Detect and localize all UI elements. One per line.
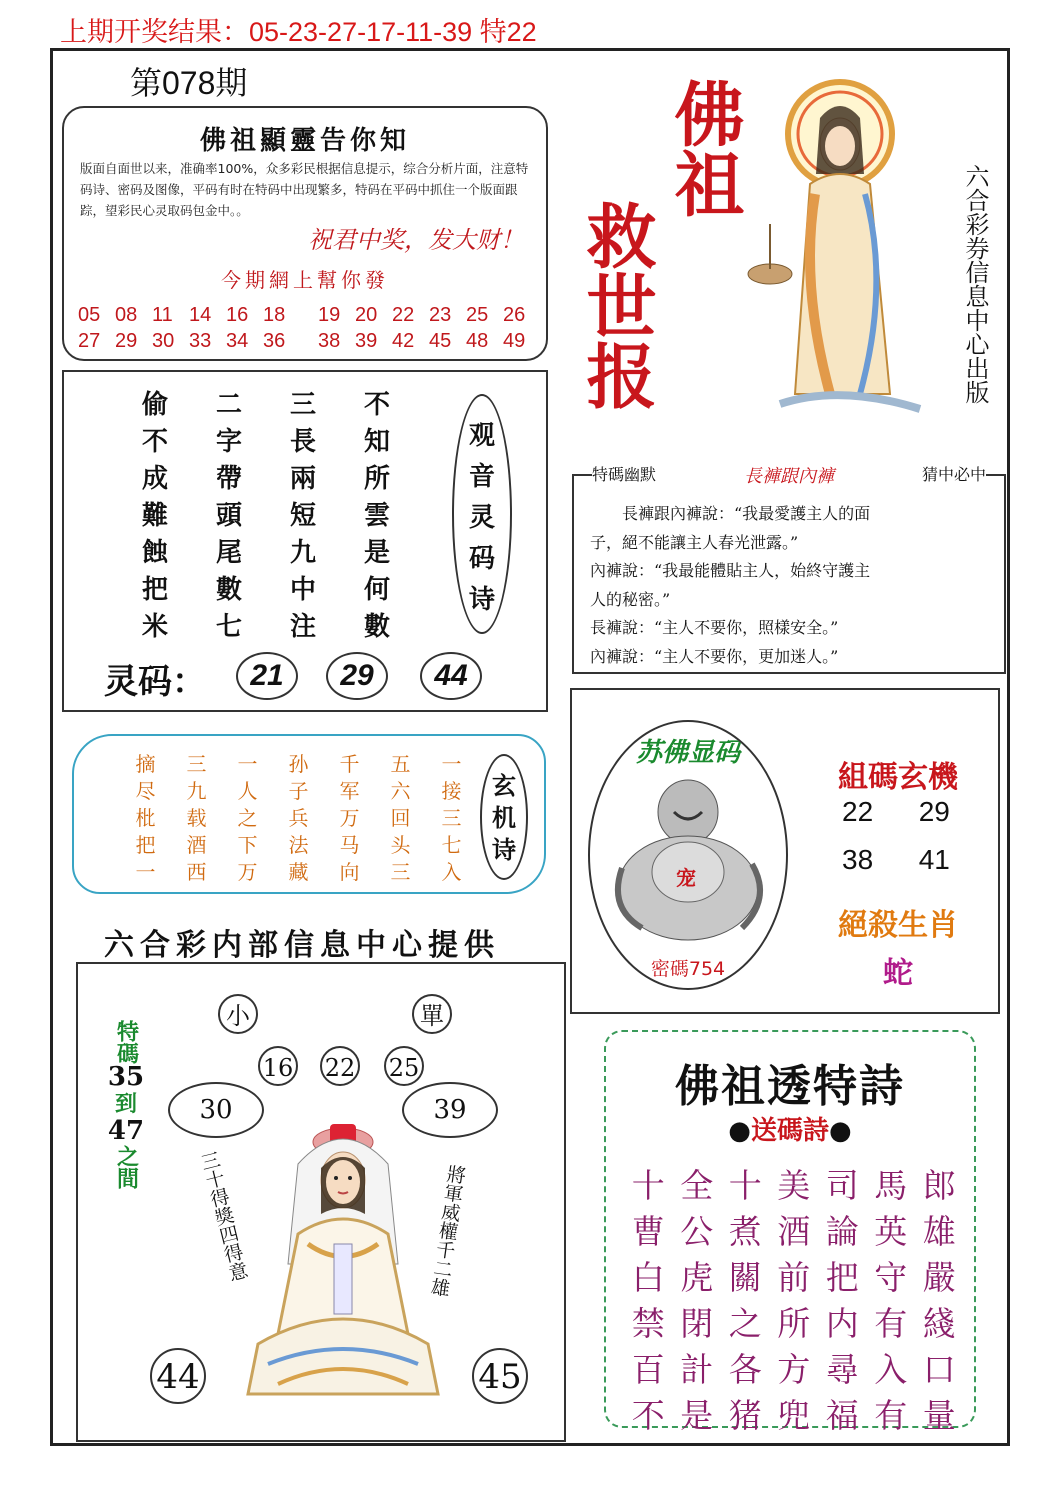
lingma-number: 29	[326, 652, 388, 700]
fozu-poem-char: 所	[777, 1304, 811, 1343]
fozu-poem-char: 郎	[922, 1166, 956, 1205]
fozu-poem-char: 白	[631, 1258, 665, 1297]
bottom-left-number: 44	[150, 1348, 206, 1404]
poem-char: 注	[289, 612, 316, 642]
poem-char: 九	[289, 538, 316, 568]
poem-char: 不	[363, 390, 390, 420]
xuanji-char: 回	[390, 806, 411, 830]
notice-subtitle: 今期網上幫你發	[221, 268, 389, 292]
fozu-poem-char: 方	[777, 1350, 811, 1389]
xuanji-char: 三	[186, 752, 207, 776]
left-vertical-verse: 三十得獎四得意	[196, 1149, 250, 1284]
num: 33	[189, 330, 212, 352]
xuanji-char: 马	[339, 833, 360, 857]
xuanji-char: 五	[390, 752, 411, 776]
lingma-number: 44	[420, 652, 482, 700]
fozu-poem-char: 關	[728, 1258, 762, 1297]
xuanji-char: 孙	[288, 752, 309, 776]
poem-side-title: 观 音 灵 码 诗	[468, 421, 495, 615]
top-number: 16	[258, 1046, 298, 1086]
xuanji-char: 七	[441, 833, 462, 857]
top-number: 22	[320, 1046, 360, 1086]
num: 22	[392, 304, 415, 326]
joke-header-right: 猜中必中	[921, 465, 986, 484]
xuanji-char: 头	[390, 833, 411, 857]
poem-char: 何	[363, 575, 390, 605]
xuanji-char: 藏	[288, 860, 309, 884]
poem-char: 尾	[215, 538, 242, 568]
fozu-poem-char: 猪	[728, 1396, 762, 1435]
joke-box	[572, 465, 1006, 674]
fozu-poem-char: 福	[825, 1396, 859, 1435]
num: 18	[263, 304, 286, 326]
masthead-title-bottom: 救世报	[575, 200, 658, 410]
group-code-title: 組碼玄機	[838, 760, 958, 795]
fozu-poem-char: 口	[922, 1350, 956, 1389]
kill-zodiac-animal: 蛇	[883, 956, 913, 991]
provider-line: 六合彩内部信息中心提供	[104, 928, 500, 963]
fozu-poem-char: 是	[680, 1396, 714, 1435]
joke-line: 長褲說：“主人不要你，照樣安全。”	[590, 618, 839, 637]
fozu-poem-char: 綫	[922, 1304, 956, 1343]
lingma-label: 灵码：	[104, 662, 206, 702]
num: 30	[152, 330, 175, 352]
fozu-poem-char: 兜	[777, 1396, 811, 1435]
joke-line: 子，絕不能讓主人春光泄露。”	[590, 532, 799, 552]
fozu-poem-grid	[624, 1160, 964, 1436]
poem-char: 長	[289, 427, 316, 457]
number-row-1	[78, 304, 540, 327]
buddha-center-char: 宠	[676, 866, 696, 890]
xuanji-grid	[120, 748, 477, 883]
fozu-poem-char: 各	[728, 1350, 762, 1389]
poem-char: 偷	[141, 390, 168, 420]
fozu-poem-char: 雄	[922, 1212, 956, 1251]
xuanji-char: 三	[441, 806, 462, 830]
left-oval-number: 30	[168, 1082, 264, 1138]
xuanji-char: 万	[339, 806, 360, 830]
xuanji-char: 西	[186, 860, 207, 884]
fozu-poem-char: 計	[680, 1350, 714, 1389]
fozu-poem-char: 入	[874, 1350, 908, 1389]
guanyin-poem-box	[62, 370, 548, 712]
num: 23	[429, 304, 452, 326]
top-number: 25	[384, 1046, 424, 1086]
num: 42	[392, 330, 415, 352]
group-num: 29	[918, 796, 950, 827]
num: 49	[503, 330, 526, 352]
xuanji-char: 向	[339, 860, 360, 884]
xuanji-char: 摘	[135, 752, 156, 776]
poem-char: 短	[289, 501, 316, 531]
fozu-poem-char: 閉	[680, 1304, 714, 1343]
tema-to: 47	[107, 1116, 145, 1146]
fozu-poem-char: 不	[631, 1396, 665, 1435]
xuanji-char: 下	[237, 833, 258, 857]
tema-to-word: 到	[114, 1091, 137, 1117]
xuanji-char: 一	[135, 860, 156, 884]
poem-char: 所	[363, 464, 390, 494]
joke-line: 內褲說：“主人不要你，更加迷人。”	[590, 646, 839, 666]
xuanji-char: 一	[237, 752, 258, 776]
fozu-poem-char: 量	[922, 1396, 956, 1435]
fozu-poem-char: 十	[728, 1166, 762, 1205]
joke-line: 內褲說：“我最能體貼主人，始終守護主	[590, 561, 871, 580]
masthead-publisher: 六合彩券信息中心出版	[961, 164, 989, 404]
fozu-poem-char: 有	[874, 1396, 908, 1435]
xuanji-char: 子	[288, 779, 309, 803]
group-row	[842, 796, 950, 828]
num: 05	[78, 304, 101, 326]
poem-char: 七	[215, 612, 242, 642]
fozu-poem-title: 佛祖透特詩	[675, 1061, 905, 1112]
fozu-poem-char: 内	[825, 1304, 859, 1343]
num: 29	[115, 330, 138, 352]
buddha-box	[570, 688, 1000, 1014]
joke-body	[590, 500, 1000, 671]
poem-char: 是	[363, 538, 390, 568]
fozu-poem-char: 全	[680, 1166, 714, 1205]
fozu-poem-char: 十	[631, 1166, 665, 1205]
xuanji-title-oval	[480, 754, 528, 880]
notice-title: 佛祖顯靈告你知	[199, 126, 410, 156]
xuanji-char: 兵	[288, 806, 309, 830]
num: 16	[226, 304, 249, 326]
num: 36	[263, 330, 286, 352]
poem-char: 兩	[289, 464, 316, 494]
right-oval-number: 39	[402, 1082, 498, 1138]
xuanji-title: 玄 机 诗	[492, 771, 516, 864]
fozu-poem-char: 曹	[631, 1212, 665, 1251]
notice-box	[62, 106, 548, 361]
poem-char: 成	[141, 464, 168, 494]
tema-from: 35	[107, 1062, 145, 1092]
buddha-arc-text: 苏佛显码	[635, 738, 740, 768]
xuanji-char: 入	[441, 860, 462, 884]
fozu-poem-char: 英	[874, 1212, 908, 1251]
num: 19	[318, 304, 341, 326]
kill-zodiac-title: 絕殺生肖	[838, 908, 958, 943]
fozu-poem-char: 嚴	[922, 1258, 956, 1297]
single-badge: 單	[412, 994, 452, 1034]
buddha-oval	[588, 720, 788, 990]
poem-char: 中	[289, 575, 316, 605]
poem-char: 把	[141, 575, 168, 605]
xuanji-char: 枇	[135, 806, 156, 830]
fozu-poem-char: 守	[874, 1258, 908, 1297]
xuanji-char: 军	[339, 779, 360, 803]
poem-char: 蝕	[141, 538, 168, 568]
poem-side-title-oval	[452, 394, 512, 634]
fozu-poem-char: 有	[874, 1304, 908, 1343]
xuanji-char: 千	[339, 752, 360, 776]
fozu-poem-char: 虎	[680, 1258, 714, 1297]
xuanji-char: 酒	[186, 833, 207, 857]
num: 08	[115, 304, 138, 326]
poem-char: 不	[141, 427, 168, 457]
poem-char: 數	[363, 612, 390, 642]
poem-char: 三	[289, 390, 316, 420]
fozu-poem-char: 馬	[874, 1166, 908, 1205]
notice-wish: 祝君中奖，发大财！	[308, 226, 524, 254]
fozu-poem-char: 把	[825, 1258, 859, 1297]
poem-char: 帶	[215, 464, 242, 494]
fozu-poem-subtitle-wrap: ●送碼詩●	[728, 1116, 852, 1146]
issue-number: 第078期	[130, 65, 248, 101]
num: 20	[355, 304, 378, 326]
number-row-2	[78, 330, 540, 353]
num: 48	[466, 330, 489, 352]
poem-char: 難	[141, 501, 168, 531]
xuanji-char: 尽	[135, 779, 156, 803]
xuanji-char: 人	[237, 779, 258, 803]
fozu-poem-char: 酒	[777, 1212, 811, 1251]
poem-char: 字	[215, 427, 242, 457]
xuanji-char: 之	[237, 806, 258, 830]
num: 45	[429, 330, 452, 352]
num: 11	[152, 304, 173, 326]
last-draw-result: 上期开奖结果：05-23-27-17-11-39 特22	[60, 17, 537, 47]
group-num: 41	[918, 844, 950, 875]
secret-code: 密碼754	[650, 958, 726, 980]
fozu-poem-char: 美	[777, 1166, 811, 1205]
xuanji-char: 接	[441, 779, 462, 803]
xuanji-char: 万	[237, 860, 258, 884]
poem-grid	[118, 384, 414, 643]
poem-char: 頭	[215, 501, 242, 531]
xuanji-char: 九	[186, 779, 207, 803]
poem-char: 米	[141, 612, 168, 642]
small-badge: 小	[218, 994, 258, 1034]
fozu-poem-char: 煮	[728, 1212, 762, 1251]
bottom-right-number: 45	[472, 1348, 528, 1404]
group-num: 22	[842, 796, 874, 827]
num: 34	[226, 330, 249, 352]
standing-guanyin-image	[740, 64, 950, 434]
xuanji-char: 载	[186, 806, 207, 830]
fozu-poem-char: 論	[825, 1212, 859, 1251]
poem-char: 雲	[363, 501, 390, 531]
tema-between: 之間	[113, 1145, 140, 1189]
xuanji-char: 法	[288, 833, 309, 857]
masthead-title-top: 佛祖	[663, 78, 746, 218]
lingma-number: 21	[236, 652, 298, 700]
num: 38	[318, 330, 341, 352]
xuanji-char: 一	[441, 752, 462, 776]
num: 26	[503, 304, 526, 326]
fozu-poem-char: 司	[825, 1166, 859, 1205]
num: 27	[78, 330, 101, 352]
fozu-poem-char: 之	[728, 1304, 762, 1343]
joke-header	[592, 462, 986, 488]
group-row	[842, 844, 950, 876]
guanyin-box	[76, 962, 566, 1442]
notice-body: 版面自面世以来，准确率100%，众多彩民根据信息提示，综合分析片面，注意特码诗、密码及图像，平码有时在特码中出现繁多，特码在平码中抓住一个版面跟踪，望彩民心灵取码包金中。。	[80, 161, 529, 218]
joke-line: 長褲跟內褲說：“我最愛護主人的面	[622, 504, 871, 523]
poem-char: 知	[363, 427, 390, 457]
num: 14	[189, 304, 212, 326]
fozu-poem-subtitle: 送碼詩	[750, 1116, 829, 1146]
num: 39	[355, 330, 378, 352]
fozu-poem-box	[604, 1030, 976, 1435]
group-num: 38	[842, 844, 874, 875]
fozu-poem-char: 尋	[825, 1350, 859, 1389]
joke-header-left: 特碼幽默	[592, 465, 657, 484]
laughing-buddha-image	[602, 768, 774, 944]
joke-header-title: 長褲跟內褲	[744, 466, 834, 487]
num: 25	[466, 304, 489, 326]
fozu-poem-char: 百	[631, 1350, 665, 1389]
poem-char: 數	[215, 575, 242, 605]
xuanji-char: 三	[390, 860, 411, 884]
xuanji-char: 把	[135, 833, 156, 857]
poem-char: 二	[215, 390, 242, 420]
fozu-poem-char: 公	[680, 1212, 714, 1251]
joke-line: 人的秘密。”	[590, 589, 671, 609]
right-vertical-verse: 將軍威權千二雄	[426, 1163, 468, 1299]
xuanji-char: 六	[390, 779, 411, 803]
fozu-poem-char: 前	[777, 1258, 811, 1297]
tema-range	[106, 1020, 146, 1189]
fozu-poem-char: 禁	[631, 1304, 665, 1343]
seated-guanyin-image	[238, 1094, 448, 1414]
tema-label: 特碼	[113, 1020, 140, 1064]
xuanji-poem-scroll	[72, 734, 546, 894]
